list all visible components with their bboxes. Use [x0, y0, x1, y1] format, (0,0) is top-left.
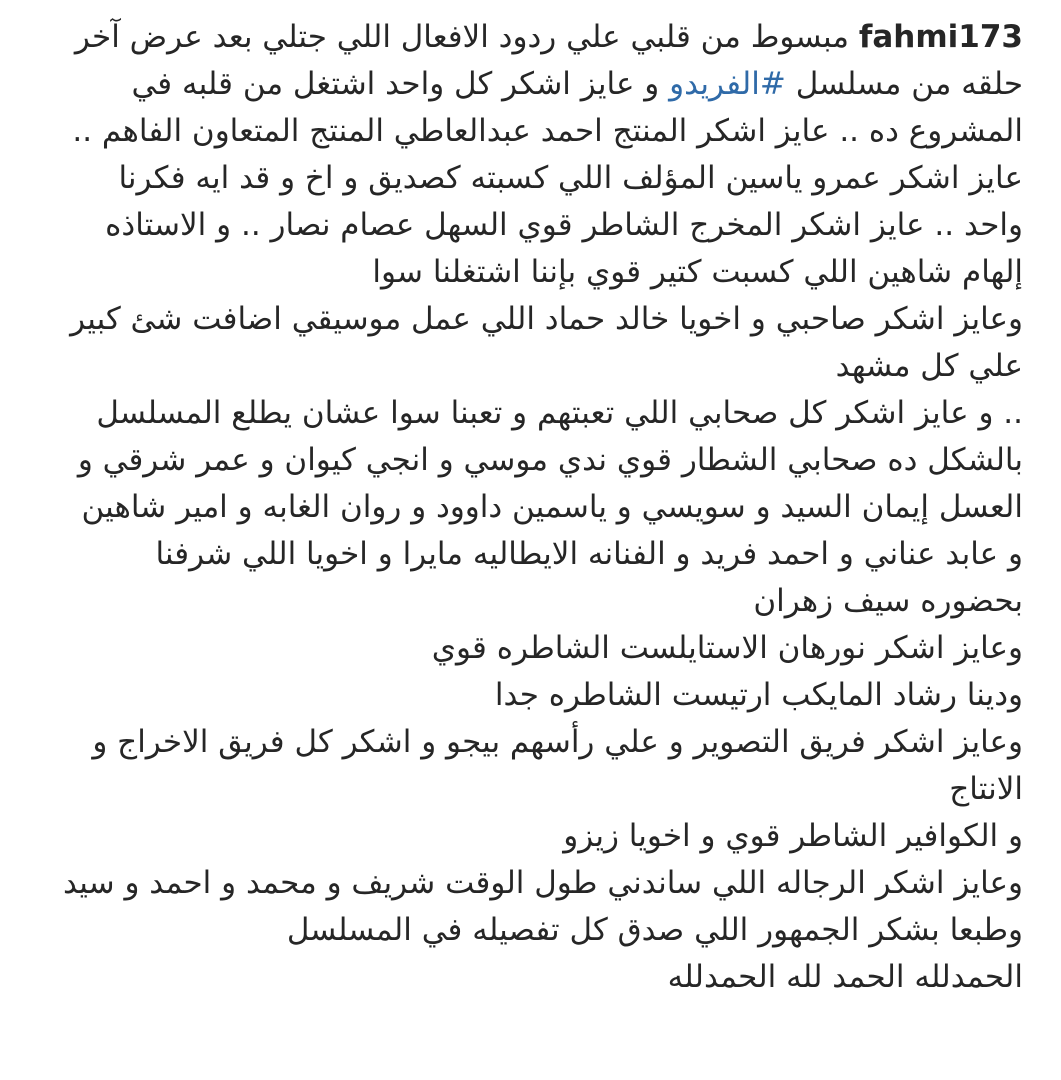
caption-line-19: وعايز اشكر الرجاله اللي ساندني طول الوقت شريف و محمد و احمد و سيد — [63, 865, 1023, 901]
caption-line-4: عايز اشكر عمرو ياسين المؤلف اللي كسبته كصديق و اخ و قد ايه فكرنا — [118, 160, 1023, 196]
username-link[interactable]: fahmi173 — [858, 19, 1023, 55]
caption-line-21: الحمدلله الحمد لله الحمدلله — [667, 959, 1023, 995]
caption-line-10: بالشكل ده صحابي الشطار قوي ندي موسي و انجي كيوان و عمر شرقي و — [77, 442, 1023, 478]
caption-line-14: وعايز اشكر نورهان الاستايلست الشاطره قوي — [431, 630, 1023, 666]
caption-line-20: وطبعا بشكر الجمهور اللي صدق كل تفصيله في المسلسل — [286, 912, 1023, 948]
caption-line-3: المشروع ده .. عايز اشكر المنتج احمد عبدالعاطي المنتج المتعاون الفاهم .. — [72, 113, 1023, 149]
caption-line-13: بحضوره سيف زهران — [753, 583, 1023, 619]
caption-text: مبسوط من قلبي علي ردود الافعال اللي جتلي بعد عرض آخر — [74, 19, 850, 55]
caption-line-7: وعايز اشكر صاحبي و اخويا خالد حماد اللي عمل موسيقي اضافت شئ كبير — [70, 301, 1023, 337]
caption-line-18: و الكوافير الشاطر قوي و اخويا زيزو — [563, 818, 1023, 854]
caption-line-16: وعايز اشكر فريق التصوير و علي رأسهم بيجو و اشكر كل فريق الاخراج و — [92, 724, 1023, 760]
caption-line-12: و عابد عناني و احمد فريد و الفنانه الايطاليه مايرا و اخويا اللي شرفنا — [155, 536, 1023, 572]
caption-line-2 — [30, 61, 1023, 108]
caption-line-6: إلهام شاهين اللي كسبت كتير قوي بإننا اشتغلنا سوا — [372, 254, 1023, 290]
caption-line-8: علي كل مشهد — [835, 348, 1023, 384]
caption-line-9: .. و عايز اشكر كل صحابي اللي تعبتهم و تعبنا سوا عشان يطلع المسلسل — [96, 395, 1023, 431]
hashtag-link[interactable]: #الفريدو — [669, 66, 786, 102]
caption-line-5: واحد .. عايز اشكر المخرج الشاطر قوي السهل عصام نصار .. و الاستاذه — [105, 207, 1023, 243]
caption-text: حلقه من مسلسل — [795, 66, 1023, 102]
caption-line-15: ودينا رشاد المايكب ارتيست الشاطره جدا — [494, 677, 1023, 713]
caption-text: و عايز اشكر كل واحد اشتغل من قلبه في — [131, 66, 660, 102]
caption-line-17: الانتاج — [949, 771, 1023, 807]
caption-line-1 — [30, 14, 1023, 61]
caption-line-11: العسل إيمان السيد و سويسي و ياسمين داوود و روان الغابه و امير شاهين — [81, 489, 1023, 525]
